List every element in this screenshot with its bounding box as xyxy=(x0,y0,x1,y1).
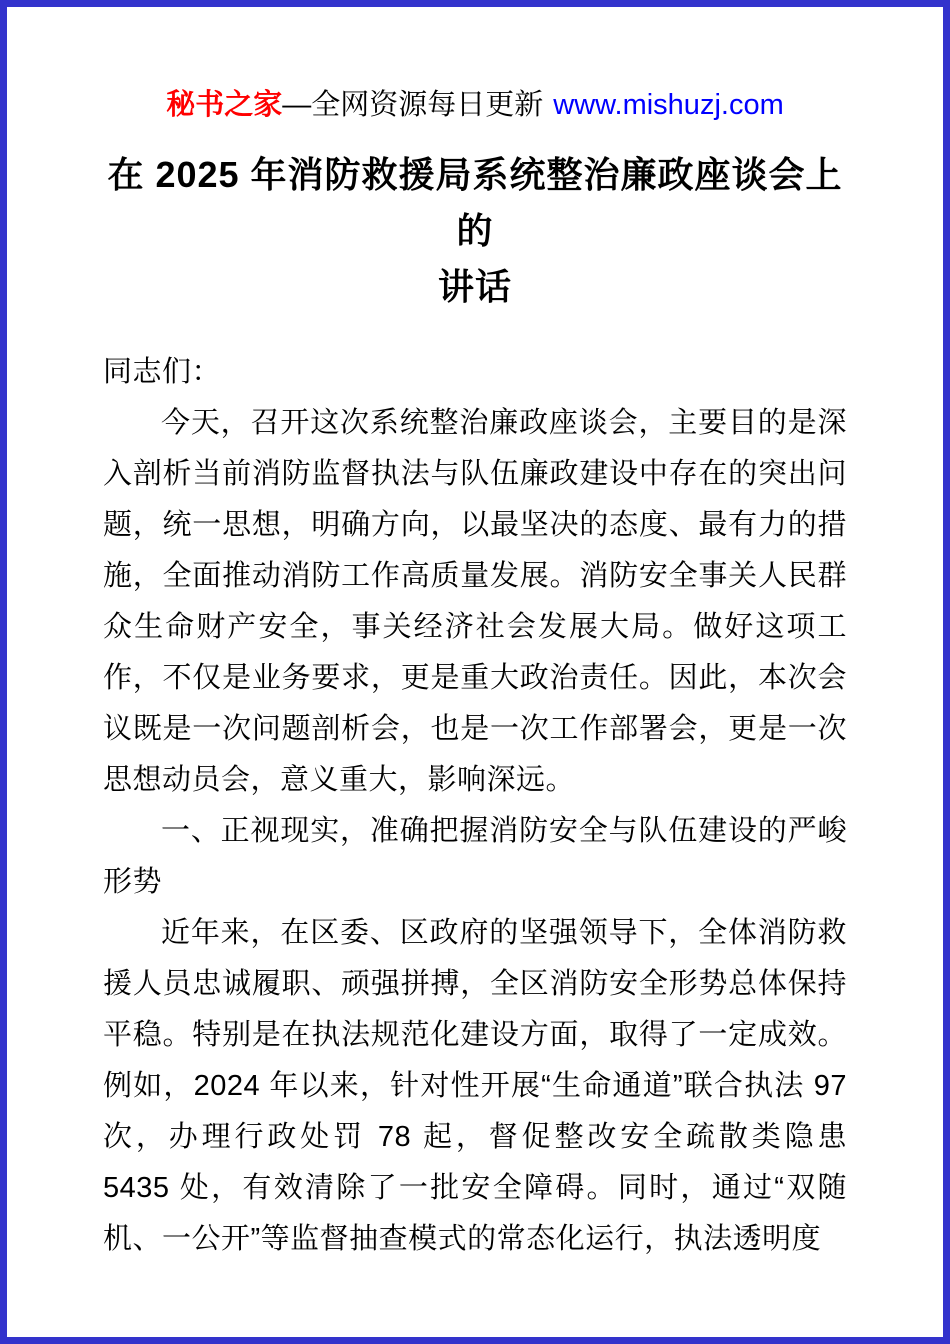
title-line-1: 在 2025 年消防救援局系统整治廉政座谈会上的 xyxy=(107,154,843,251)
paragraph-1: 今天，召开这次系统整治廉政座谈会，主要目的是深入剖析当前消防监督执法与队伍廉政建设中存在的突出问题，统一思想，明确方向，以最坚决的态度、最有力的措施，全面推动消防工作高质量发展。消防安全事关人民群众生命财产安全，事关经济社会发展大局。做好这项工作，不仅是业务要求，更是重大政治责任。因此，本次会议既是一次问题剖析会，也是一次工作部署会，更是一次思想动员会，意义重大，影响深远。 xyxy=(103,407,847,796)
document-body xyxy=(103,347,847,1265)
section-heading-1: 一、正视现实，准确把握消防安全与队伍建设的严峻形势 xyxy=(103,815,847,898)
document-title xyxy=(103,147,847,315)
paragraph-2: 近年来，在区委、区政府的坚强领导下，全体消防救援人员忠诚履职、顽强拼搏，全区消防安全形势总体保持平稳。特别是在执法规范化建设方面，取得了一定成效。例如，2024 年以来，针对性开展“生命通道”联合执法 97 次，办理行政处罚 78 起，督促整改安全疏散类隐患 5435 处，有效清除了一批安全障碍。同时，通过“双随机、一公开”等监督抽查模式的常态化运行，执法透明度 xyxy=(103,917,847,1255)
site-url-link[interactable]: www.mishuzj.com xyxy=(553,89,784,121)
site-brand: 秘书之家 xyxy=(166,89,283,121)
site-tagline: 全网资源每日更新 xyxy=(311,89,544,121)
title-line-2: 讲话 xyxy=(437,266,512,307)
header-dash: — xyxy=(282,89,312,121)
site-header xyxy=(103,85,847,125)
salutation: 同志们： xyxy=(103,356,222,388)
